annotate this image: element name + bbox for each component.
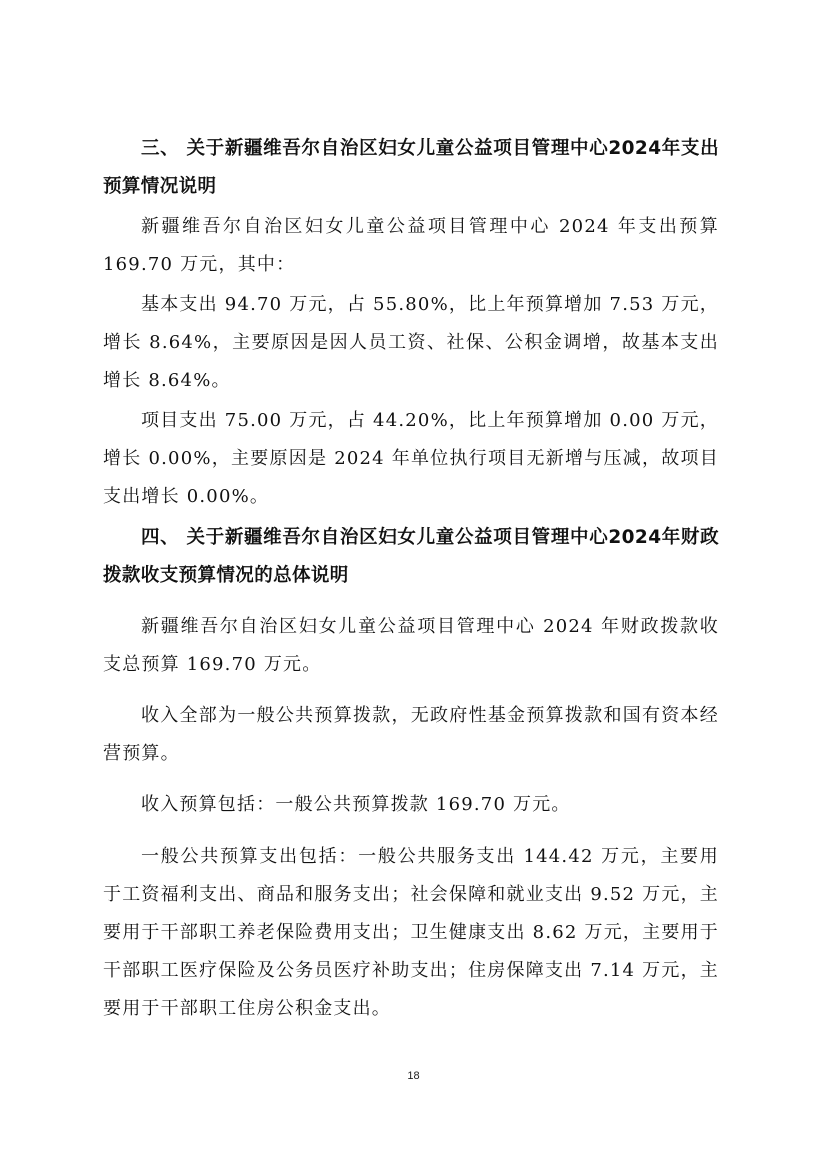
page-number: 18 (407, 1070, 420, 1082)
section-3-heading: 三、 关于新疆维吾尔自治区妇女儿童公益项目管理中心2024年支出预算情况说明 (103, 138, 719, 197)
section-4-paragraph-income-budget: 收入预算包括：一般公共预算拨款 169.70 万元。 (141, 794, 571, 815)
section-4-paragraph-total-budget: 新疆维吾尔自治区妇女儿童公益项目管理中心 2024 年财政拨款收支总预算 169.70 万元。 (103, 616, 719, 675)
section-3-paragraph-total: 新疆维吾尔自治区妇女儿童公益项目管理中心 2024 年支出预算 169.70 万元，其中： (103, 216, 719, 275)
section-4-paragraph-income-sources: 收入全部为一般公共预算拨款，无政府性基金预算拨款和国有资本经营预算。 (103, 705, 719, 764)
section-3-paragraph-basic-expenditure: 基本支出 94.70 万元，占 55.80%，比上年预算增加 7.53 万元，增长 8.64%，主要原因是因人员工资、社保、公积金调增，故基本支出增长 8.64%。 (103, 294, 719, 391)
section-3-paragraph-project-expenditure: 项目支出 75.00 万元，占 44.20%，比上年预算增加 0.00 万元，增长 0.00%，主要原因是 2024 年单位执行项目无新增与压减，故项目支出增长 0.00%。 (103, 410, 719, 507)
section-4-heading: 四、 关于新疆维吾尔自治区妇女儿童公益项目管理中心2024年财政拨款收支预算情况的总体说明 (103, 527, 719, 586)
section-4-paragraph-general-expenditure: 一般公共预算支出包括：一般公共服务支出 144.42 万元，主要用于工资福利支出、商品和服务支出；社会保障和就业支出 9.52 万元，主要用于干部职工养老保险费用支出；卫生健康支出 8.62 万元，主要用于干部职工医疗保险及公务员医疗补助支出；住房保障支出 7.14 万元，主要用于干部职工住房公积金支出。 (103, 846, 719, 1019)
